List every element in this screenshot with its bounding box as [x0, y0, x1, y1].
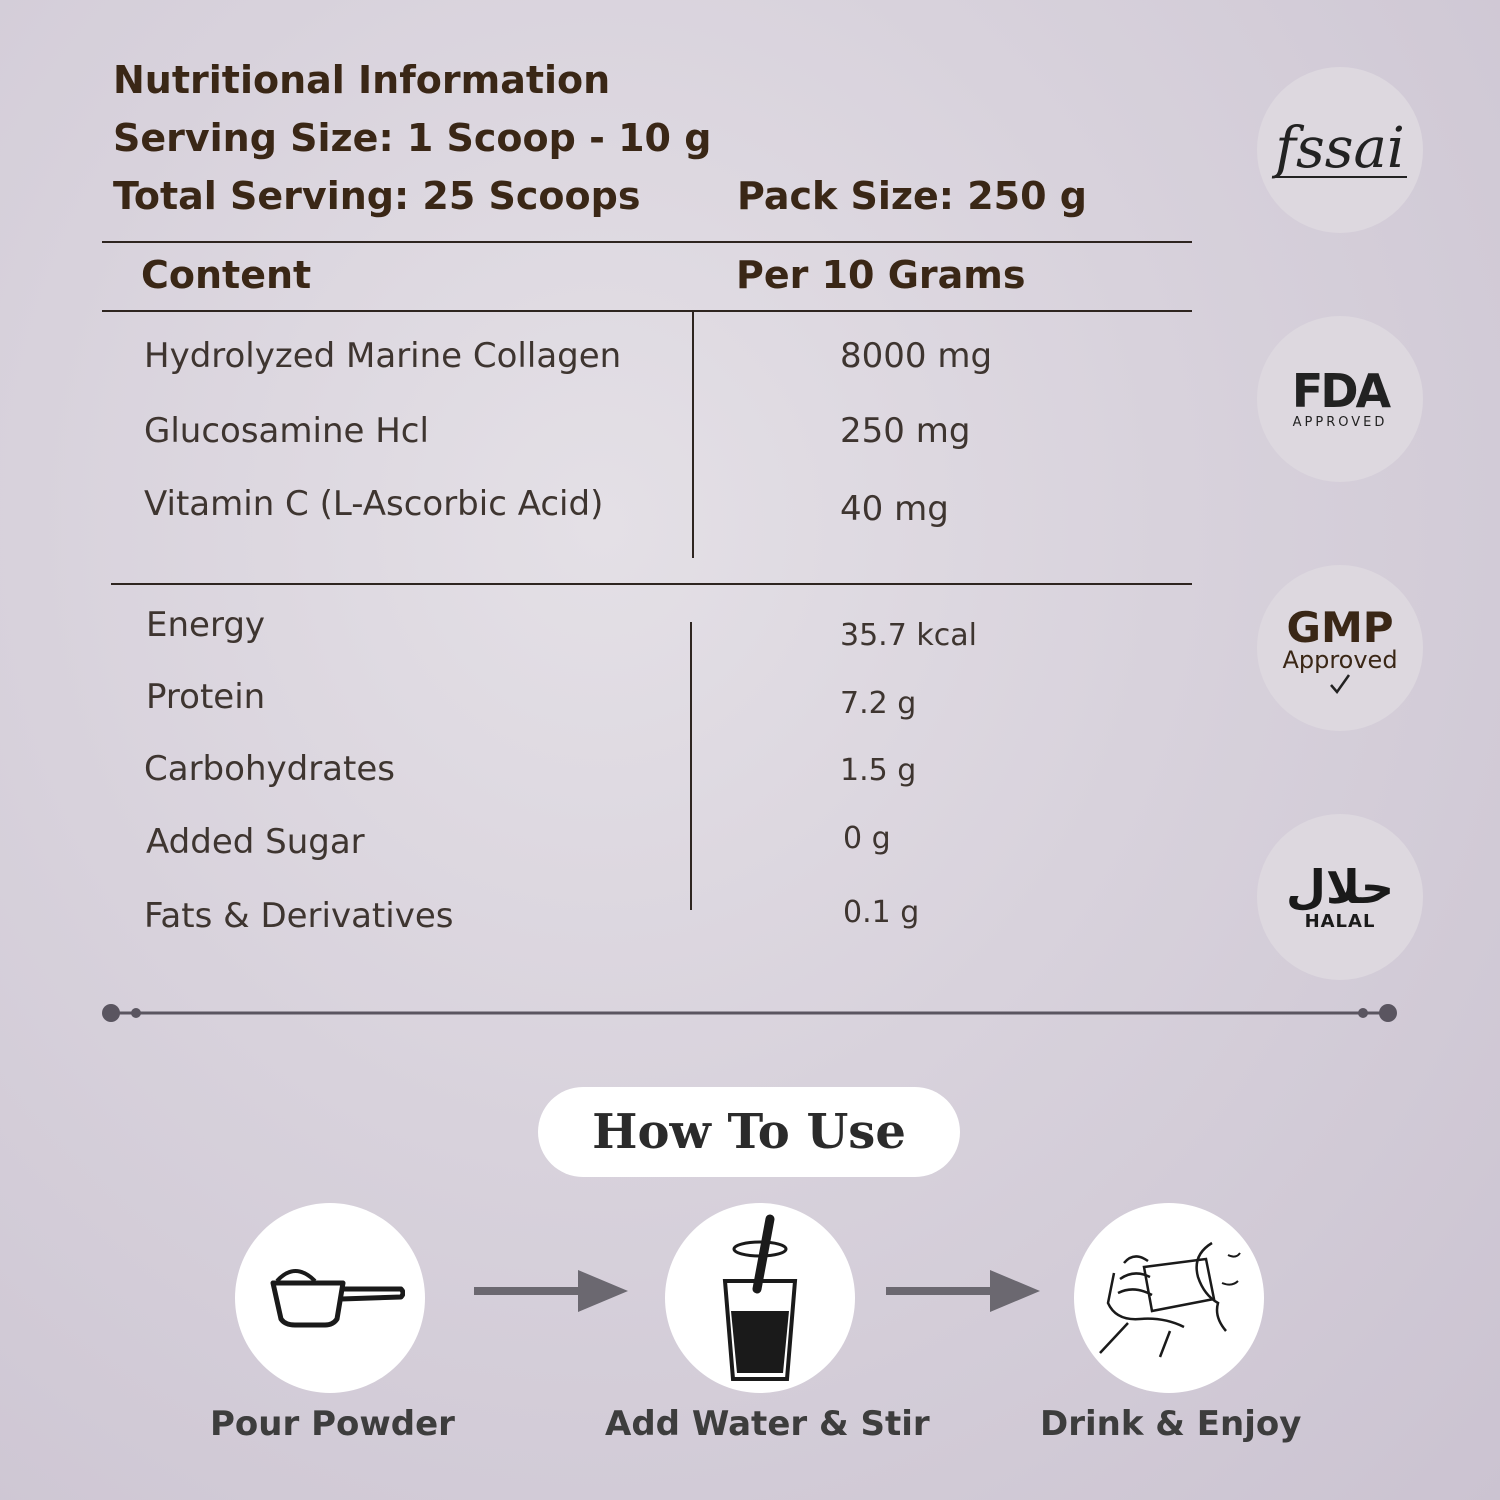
- glass-stir-icon: [705, 1211, 815, 1386]
- table-divider-2: [690, 622, 692, 910]
- drinking-icon: [1094, 1233, 1244, 1363]
- fda-badge: [1257, 316, 1423, 482]
- fda-logo: FDA: [1291, 363, 1389, 418]
- row-name: Protein: [146, 677, 266, 717]
- gmp-badge: [1257, 565, 1423, 731]
- gmp-logo: GMP: [1286, 603, 1394, 652]
- arrow-right-icon: [886, 1268, 1042, 1314]
- row-value: 7.2 g: [840, 686, 917, 721]
- table-group-rule: [111, 583, 1192, 585]
- table-top-rule: [102, 241, 1192, 243]
- row-name: Vitamin C (L-Ascorbic Acid): [144, 484, 604, 524]
- row-name: Added Sugar: [146, 822, 365, 862]
- arrow-right-icon: [474, 1268, 630, 1314]
- step-3-label: Drink & Enjoy: [1040, 1404, 1302, 1444]
- step-2-circle: [665, 1203, 855, 1393]
- pack-size: Pack Size: 250 g: [737, 174, 1087, 218]
- step-1-label: Pour Powder: [210, 1404, 455, 1444]
- section-divider: [100, 1000, 1400, 1026]
- row-name: Hydrolyzed Marine Collagen: [144, 336, 622, 376]
- row-value: 35.7 kcal: [840, 618, 977, 653]
- row-value: 1.5 g: [840, 753, 917, 788]
- how-to-use-title: How To Use: [538, 1087, 960, 1177]
- row-value: 8000 mg: [840, 336, 993, 376]
- fssai-badge: [1257, 67, 1423, 233]
- row-value: 250 mg: [840, 411, 971, 451]
- column-header-content: Content: [141, 253, 312, 297]
- halal-badge: [1257, 814, 1423, 980]
- step-1-circle: [235, 1203, 425, 1393]
- total-serving: Total Serving: 25 Scoops: [113, 174, 641, 218]
- halal-text: HALAL: [1304, 910, 1376, 932]
- row-value: 0.1 g: [843, 895, 920, 930]
- fssai-logo: fssai: [1275, 116, 1405, 181]
- page-title: Nutritional Information: [113, 58, 611, 102]
- table-header-rule: [102, 310, 1192, 312]
- fda-approved-text: APPROVED: [1292, 414, 1388, 430]
- scoop-icon: [255, 1253, 405, 1343]
- step-3-circle: [1074, 1203, 1264, 1393]
- halal-arabic-logo: حلال: [1286, 859, 1394, 914]
- gmp-approved-text: Approved: [1282, 646, 1398, 674]
- row-name: Carbohydrates: [144, 749, 395, 789]
- row-name: Energy: [146, 605, 266, 645]
- row-name: Fats & Derivatives: [144, 896, 454, 936]
- table-divider-1: [692, 312, 694, 558]
- column-header-per: Per 10 Grams: [736, 253, 1026, 297]
- row-value: 40 mg: [840, 489, 949, 529]
- check-icon: [1328, 672, 1352, 696]
- serving-size: Serving Size: 1 Scoop - 10 g: [113, 116, 712, 160]
- step-2-label: Add Water & Stir: [605, 1404, 930, 1444]
- row-name: Glucosamine Hcl: [144, 411, 429, 451]
- row-value: 0 g: [843, 821, 891, 856]
